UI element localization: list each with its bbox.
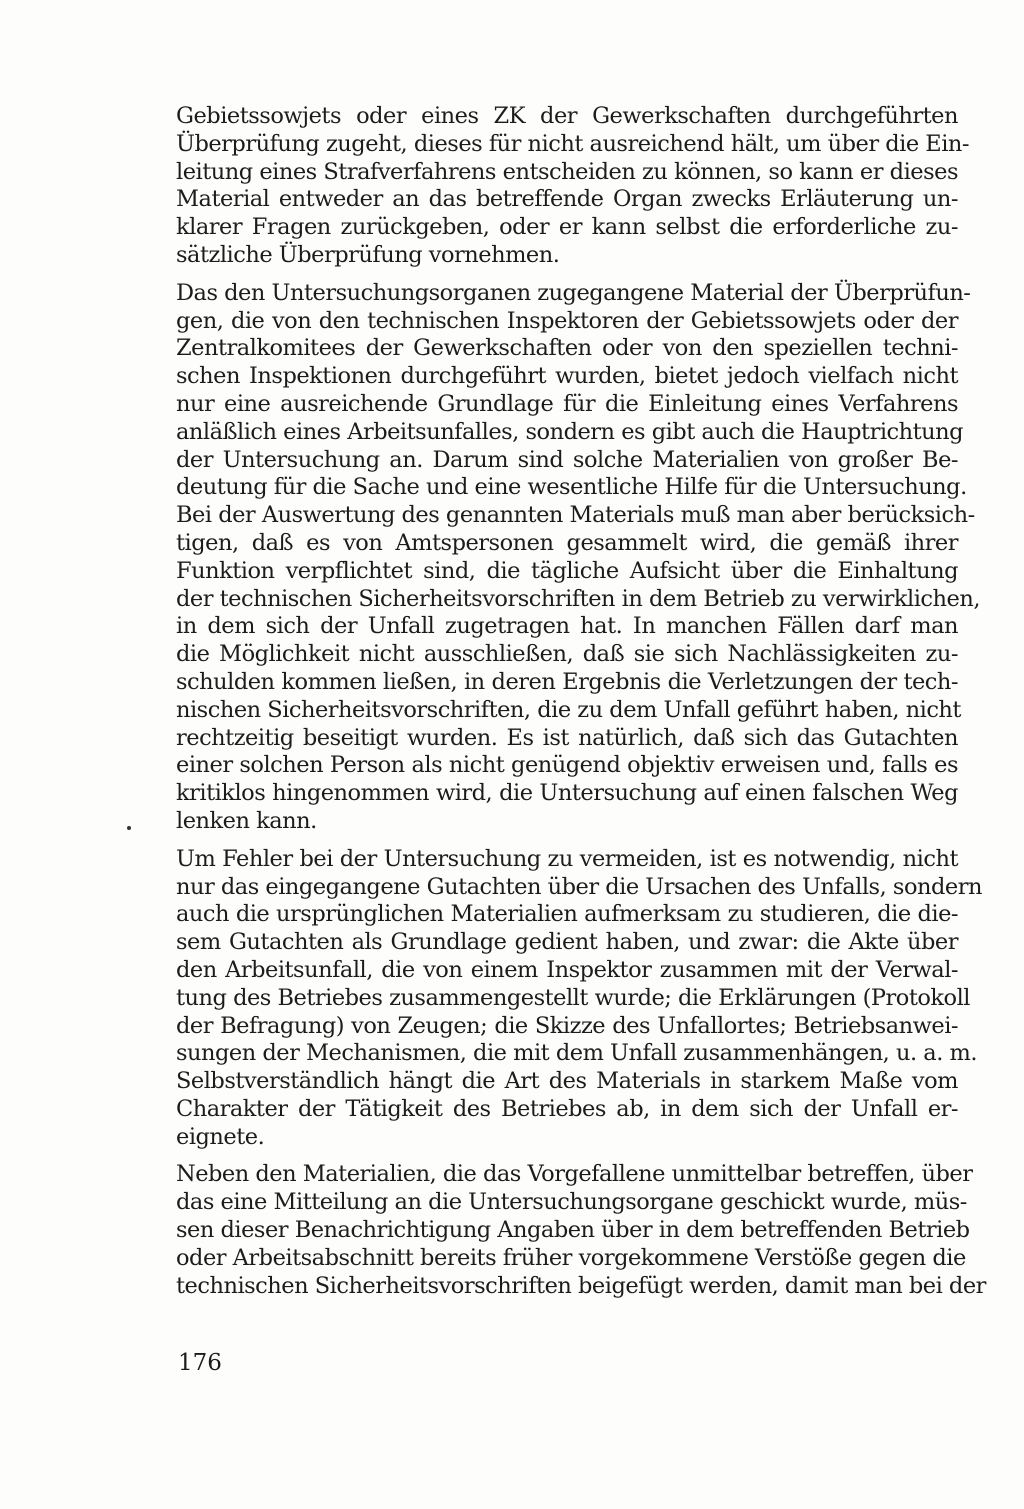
text-line: schen Inspektionen durchgeführt wurden, bietet jedoch vielfach nicht [176,363,958,390]
text-line: rechtzeitig beseitigt wurden. Es ist natürlich, daß sich das Gutachten [176,724,958,751]
text-line: schulden kommen ließen, in deren Ergebnis die Verletzungen der tech- [176,668,958,695]
text-line: klarer Fragen zurückgeben, oder er kann selbst die erforderliche zu- [176,214,958,241]
text-line: technischen Sicherheitsvorschriften beigefügt werden, damit man bei der [176,1272,986,1299]
text-line: deutung für die Sache und eine wesentliche Hilfe für die Untersuchung. [176,474,967,501]
text-line: sätzliche Überprüfung vornehmen. [176,241,560,268]
margin-mark [127,826,131,830]
text-line: oder Arbeitsabschnitt bereits früher vorgekommene Verstöße gegen die [176,1244,966,1271]
text-line: Zentralkomitees der Gewerkschaften oder von den speziellen techni- [176,335,958,362]
text-line: nischen Sicherheitsvorschriften, die zu dem Unfall geführt haben, nicht [176,696,961,723]
text-line: auch die ursprünglichen Materialien aufmerksam zu studieren, die die- [176,901,958,928]
text-line: tung des Betriebes zusammengestellt wurde; die Erklärungen (Protokoll [176,984,970,1011]
text-line: sem Gutachten als Grundlage gedient haben, und zwar: die Akte über [176,929,958,956]
text-line: Charakter der Tätigkeit des Betriebes ab, in dem sich der Unfall er- [176,1095,958,1122]
text-line: in dem sich der Unfall zugetragen hat. In manchen Fällen darf man [176,613,958,640]
text-line: leitung eines Strafverfahrens entscheiden zu können, so kann er dieses [176,158,958,185]
text-line: Neben den Materialien, die das Vorgefallene unmittelbar betreffen, über [176,1161,973,1188]
text-line: gen, die von den technischen Inspektoren der Gebietssowjets oder der [176,307,958,334]
text-line: lenken kann. [176,807,317,834]
paragraph [176,1161,986,1300]
text-line: tigen, daß es von Amtspersonen gesammelt wird, die gemäß ihrer [176,529,958,556]
body-text [176,103,986,1300]
text-line: der Befragung) von Zeugen; die Skizze des Unfallortes; Betriebsanwei- [176,1012,958,1039]
text-line: Um Fehler bei der Untersuchung zu vermeiden, ist es notwendig, nicht [176,845,958,872]
text-line: der Untersuchung an. Darum sind solche Materialien von großer Be- [176,446,958,473]
text-line: Material entweder an das betreffende Organ zwecks Erläuterung un- [176,186,958,213]
text-line: Funktion verpflichtet sind, die tägliche Aufsicht über die Einhaltung [176,557,958,584]
text-line: sen dieser Benachrichtigung Angaben über in dem betreffenden Betrieb [176,1217,970,1244]
text-line: Das den Untersuchungsorganen zugegangene Material der Überprüfun- [176,279,971,306]
text-line: Gebietssowjets oder eines ZK der Gewerkschaften durchgeführten [176,103,958,129]
text-line: nur das eingegangene Gutachten über die Ursachen des Unfalls, sondern [176,873,982,900]
text-line: sungen der Mechanismen, die mit dem Unfall zusammenhängen, u. a. m. [176,1040,977,1067]
paragraph [176,103,970,270]
paragraph [176,279,980,836]
text-line: das eine Mitteilung an die Untersuchungsorgane geschickt wurde, müs- [176,1189,967,1216]
text-line: einer solchen Person als nicht genügend objektiv erweisen und, falls es [176,752,958,779]
text-line: der technischen Sicherheitsvorschriften in dem Betrieb zu verwirklichen, [176,585,980,612]
text-line: anläßlich eines Arbeitsunfalles, sondern es gibt auch die Hauptrichtung [176,418,964,445]
text-line: eignete. [176,1123,265,1150]
text-line: Selbstverständlich hängt die Art des Materials in starkem Maße vom [176,1068,958,1095]
text-line: Bei der Auswertung des genannten Materials muß man aber berücksich- [176,502,975,529]
text-line: die Möglichkeit nicht ausschließen, daß sie sich Nachlässigkeiten zu- [176,641,958,668]
paragraph [176,845,982,1152]
text-line: Überprüfung zugeht, dieses für nicht ausreichend hält, um über die Ein- [176,130,970,157]
text-line: nur eine ausreichende Grundlage für die Einleitung eines Verfahrens [176,390,958,417]
page-number: 176 [178,1350,222,1376]
text-line: kritiklos hingenommen wird, die Untersuchung auf einen falschen Weg [176,780,958,807]
text-line: den Arbeitsunfall, die von einem Inspektor zusammen mit der Verwal- [176,956,958,983]
